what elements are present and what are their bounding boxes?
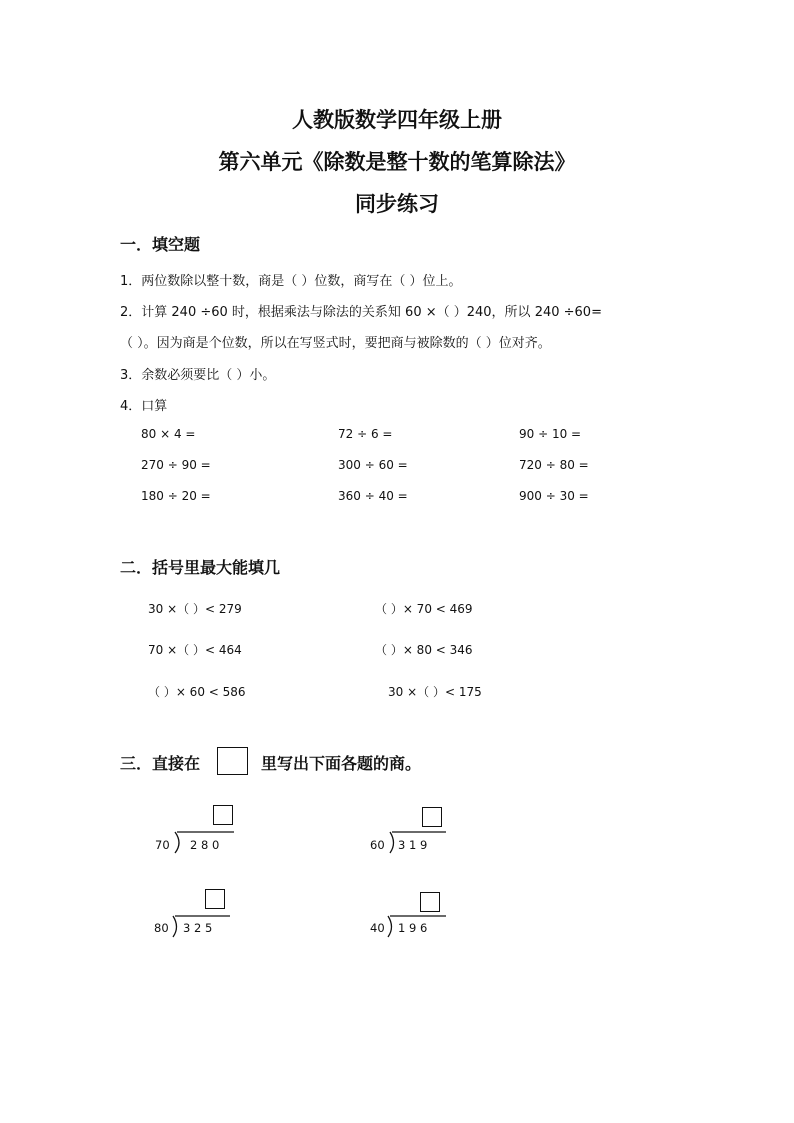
division-bracket (388, 916, 392, 937)
dividend: 3 2 5 (183, 921, 213, 935)
division-bracket (390, 832, 394, 853)
inequality-item: 70 ×（ ）< 464 (148, 643, 242, 657)
unit-title: 第六单元《除数是整十数的笔算除法》 (218, 149, 576, 174)
dividend: 1 9 6 (398, 921, 428, 935)
quotient-box[interactable] (420, 892, 440, 912)
divisor: 60 (370, 838, 385, 852)
quotient-box[interactable] (205, 889, 225, 909)
division-bracket (173, 916, 177, 937)
section-2-heading: 二．括号里最大能填几 (120, 558, 281, 577)
division-bracket (175, 832, 179, 853)
oral-item: 360 ÷ 40 = (338, 489, 408, 503)
subtitle: 同步练习 (355, 191, 439, 216)
oral-item: 270 ÷ 90 = (141, 458, 211, 472)
question-4: 4．口算 (120, 399, 168, 414)
oral-item: 720 ÷ 80 = (519, 458, 589, 472)
divisor: 40 (370, 921, 385, 935)
oral-item: 900 ÷ 30 = (519, 489, 589, 503)
quotient-box[interactable] (213, 805, 233, 825)
oral-item: 90 ÷ 10 = (519, 427, 582, 441)
question-3: 3．余数必须要比（ ）小。 (120, 368, 276, 383)
divisor: 80 (154, 921, 169, 935)
divisor: 70 (155, 838, 170, 852)
dividend: 2 8 0 (190, 838, 220, 852)
page-title: 人教版数学四年级上册 (292, 107, 502, 132)
question-2-line-1: 2．计算 240 ÷60 时，根据乘法与除法的关系知 60 ×（ ）240，所以 240 ÷60= (120, 305, 602, 320)
question-2-line-2: （ ）。因为商是个位数，所以在写竖式时，要把商与被除数的（ ）位对齐。 (120, 336, 551, 351)
section-1-heading: 一．填空题 (120, 235, 201, 254)
inequality-item: （ ）× 80 < 346 (375, 643, 473, 657)
section-3-heading-start: 三．直接在 (120, 754, 201, 773)
inequality-item: 30 ×（ ）< 175 (388, 685, 482, 699)
inequality-item: （ ）× 60 < 586 (148, 685, 246, 699)
inequality-item: （ ）× 70 < 469 (375, 602, 473, 616)
quotient-box[interactable] (422, 807, 442, 827)
oral-item: 72 ÷ 6 = (338, 427, 393, 441)
oral-item: 80 × 4 = (141, 427, 196, 441)
dividend: 3 1 9 (398, 838, 428, 852)
inequality-item: 30 ×（ ）< 279 (148, 602, 242, 616)
question-1: 1．两位数除以整十数，商是（ ）位数，商写在（ ）位上。 (120, 274, 462, 289)
section-3-heading-end: 里写出下面各题的商。 (261, 754, 422, 773)
oral-item: 180 ÷ 20 = (141, 489, 211, 503)
oral-item: 300 ÷ 60 = (338, 458, 408, 472)
